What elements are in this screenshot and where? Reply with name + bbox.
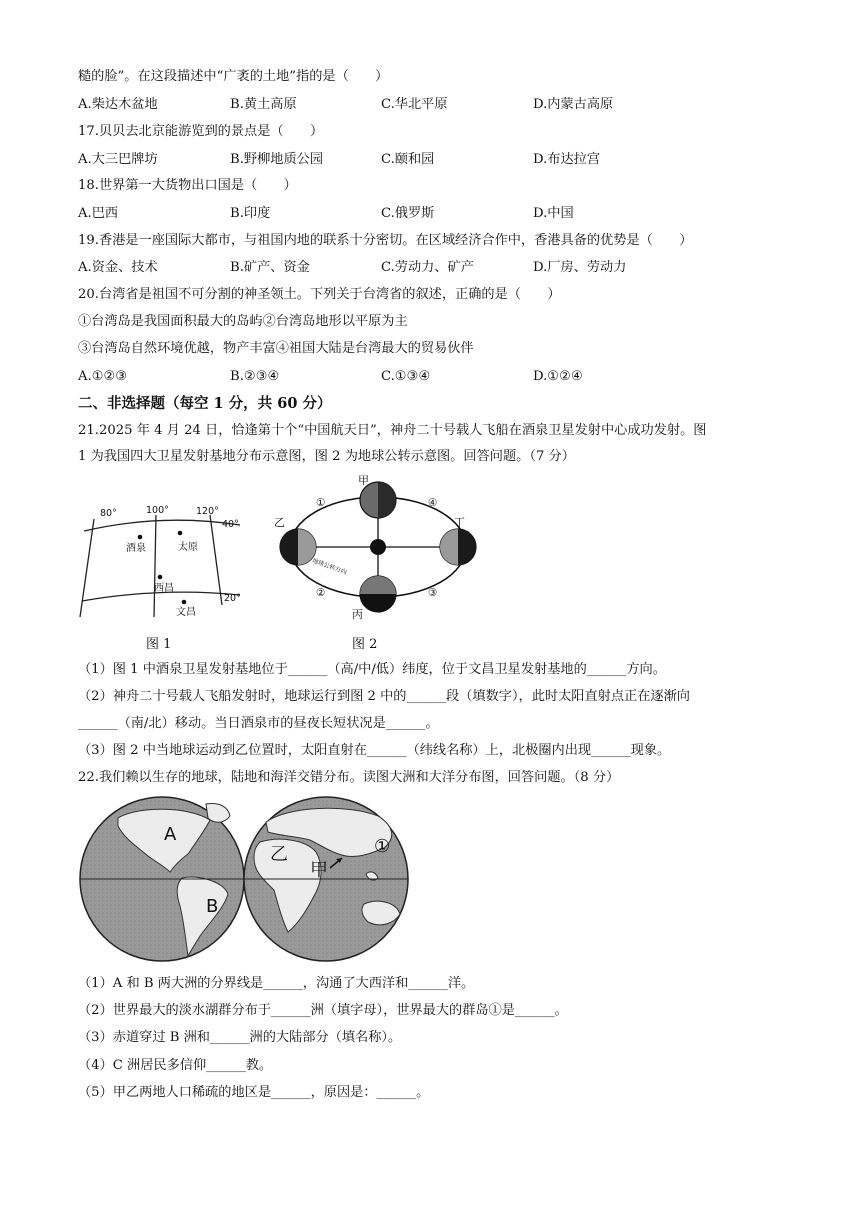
q16-option-a: A.柴达木盆地 <box>78 97 158 112</box>
fig1-site-dot <box>182 600 187 605</box>
q20-option-c: C.①③④ <box>381 369 431 384</box>
q18-option-a: A.巴西 <box>78 206 119 221</box>
q21-sub-3: （3）图 2 中当地球运动到乙位置时，太阳直射在______（纬线名称）上，北极圈内出现______现象。 <box>78 743 671 758</box>
world-hemispheres-map <box>78 796 410 962</box>
q21-stem-line1: 21.2025 年 4 月 24 日，恰逢第十个“中国航天日”，神舟二十号载人飞船在酒泉卫星发射中心成功发射。图 <box>78 423 707 438</box>
q17-option-c: C.颐和园 <box>381 152 435 167</box>
q16-option-d: D.内蒙古高原 <box>533 97 614 112</box>
q21-sub-2a: （2）神舟二十号载人飞船发射时，地球运行到图 2 中的______段（填数字），此时太阳直射点正在逐渐向 <box>78 689 690 704</box>
fig1-lat-label: 40° <box>222 519 239 530</box>
q18-option-c: C.俄罗斯 <box>381 206 435 221</box>
fig1-site-taiyuan: 太原 <box>178 542 198 553</box>
q19-option-b: B.矿产、资金 <box>230 260 310 275</box>
fig2-orbit-direction: 地球公转方向 <box>311 557 348 577</box>
q22-sub-5: （5）甲乙两地人口稀疏的地区是______，原因是：______。 <box>78 1085 430 1100</box>
figure-2-caption: 图 2 <box>352 637 378 652</box>
q21-sub-1: （1）图 1 中酒泉卫星发射基地位于______（高/中/低）纬度，位于文昌卫星发射基地的______方向。 <box>78 662 666 677</box>
q20-option-a: A.①②③ <box>78 369 128 384</box>
fig2-position-bing: 丙 <box>352 608 363 621</box>
fig1-site-xichang: 西昌 <box>154 583 174 594</box>
fig2-segment-2: ② <box>316 587 326 599</box>
q20-option-b: B.②③④ <box>230 369 280 384</box>
fig2-position-yi: 乙 <box>274 516 285 529</box>
q18-stem: 18.世界第一大货物出口国是（ ） <box>78 178 297 193</box>
q22-stem: 22.我们赖以生存的地球，陆地和海洋交错分布。读图大洲和大洋分布图，回答问题。（8 分） <box>78 770 620 785</box>
q21-sub-2b: ______（南/北）移动。当日酒泉市的昼夜长短状况是______。 <box>78 716 439 731</box>
fig2-position-ding: 丁 <box>454 516 465 529</box>
fig1-lon-label: 120° <box>196 506 219 517</box>
q19-option-a: A.资金、技术 <box>78 260 158 275</box>
fig1-site-dot <box>138 535 143 540</box>
map-label-a: A <box>164 824 177 845</box>
figure-2-earth-revolution <box>268 470 488 625</box>
q16-option-b: B.黄土高原 <box>230 97 297 112</box>
fig2-segment-3: ③ <box>428 587 438 599</box>
q16-option-c: C.华北平原 <box>381 97 448 112</box>
map-label-yi: 乙 <box>270 844 288 865</box>
q22-sub-1: （1）A 和 B 两大洲的分界线是______，沟通了大西洋和______洋。 <box>78 976 475 991</box>
fig1-site-wenchang: 文昌 <box>176 607 196 618</box>
fig2-segment-1: ① <box>316 497 326 509</box>
fig1-lon-label: 100° <box>146 505 169 516</box>
q22-sub-4: （4）C 洲居民多信仰______教。 <box>78 1058 273 1073</box>
figure-1-caption: 图 1 <box>146 637 172 652</box>
sun-icon <box>370 539 386 555</box>
map-label-jia: 甲 <box>310 860 328 881</box>
fig1-site-jiuquan: 酒泉 <box>126 543 146 554</box>
q19-option-c: C.劳动力、矿产 <box>381 260 474 275</box>
q16-stem-tail: 糙的脸”。在这段描述中“广袤的土地”指的是（ ） <box>78 69 389 84</box>
q22-sub-3: （3）赤道穿过 B 洲和______洲的大陆部分（填名称）。 <box>78 1030 402 1045</box>
fig1-site-dot <box>178 531 183 536</box>
q18-option-b: B.印度 <box>230 206 271 221</box>
map-label-b: B <box>206 896 219 917</box>
q19-option-d: D.厂房、劳动力 <box>533 260 627 275</box>
q20-option-d: D.①②④ <box>533 369 583 384</box>
section-2-heading: 二、非选择题（每空 1 分，共 60 分） <box>78 395 332 412</box>
q17-option-d: D.布达拉宫 <box>533 152 601 167</box>
q21-stem-line2: 1 为我国四大卫星发射基地分布示意图，图 2 为地球公转示意图。回答问题。（7 分） <box>78 449 575 464</box>
figure-1-launch-sites-map <box>72 505 252 625</box>
fig2-segment-4: ④ <box>428 497 438 509</box>
q20-statement-2: ③台湾岛自然环境优越，物产丰富④祖国大陆是台湾最大的贸易伙伴 <box>78 341 474 356</box>
q18-option-d: D.中国 <box>533 206 574 221</box>
map-label-archipelago: ① <box>374 836 391 857</box>
fig2-position-jia: 甲 <box>358 474 369 487</box>
q20-stem: 20.台湾省是祖国不可分割的神圣领土。下列关于台湾省的叙述，正确的是（ ） <box>78 287 561 302</box>
q17-option-b: B.野柳地质公园 <box>230 152 324 167</box>
fig1-site-dot <box>158 575 163 580</box>
q17-option-a: A.大三巴牌坊 <box>78 152 158 167</box>
q20-statement-1: ①台湾岛是我国面积最大的岛屿②台湾岛地形以平原为主 <box>78 314 408 329</box>
fig1-lon-label: 80° <box>100 508 117 519</box>
q17-stem: 17.贝贝去北京能游览到的景点是（ ） <box>78 124 324 139</box>
q22-sub-2: （2）世界最大的淡水湖群分布于______洲（填字母），世界最大的群岛①是______。 <box>78 1003 568 1018</box>
q19-stem: 19.香港是一座国际大都市，与祖国内地的联系十分密切。在区域经济合作中，香港具备的优势是（ ） <box>78 233 693 248</box>
fig1-lat-label: 20° <box>224 593 241 604</box>
